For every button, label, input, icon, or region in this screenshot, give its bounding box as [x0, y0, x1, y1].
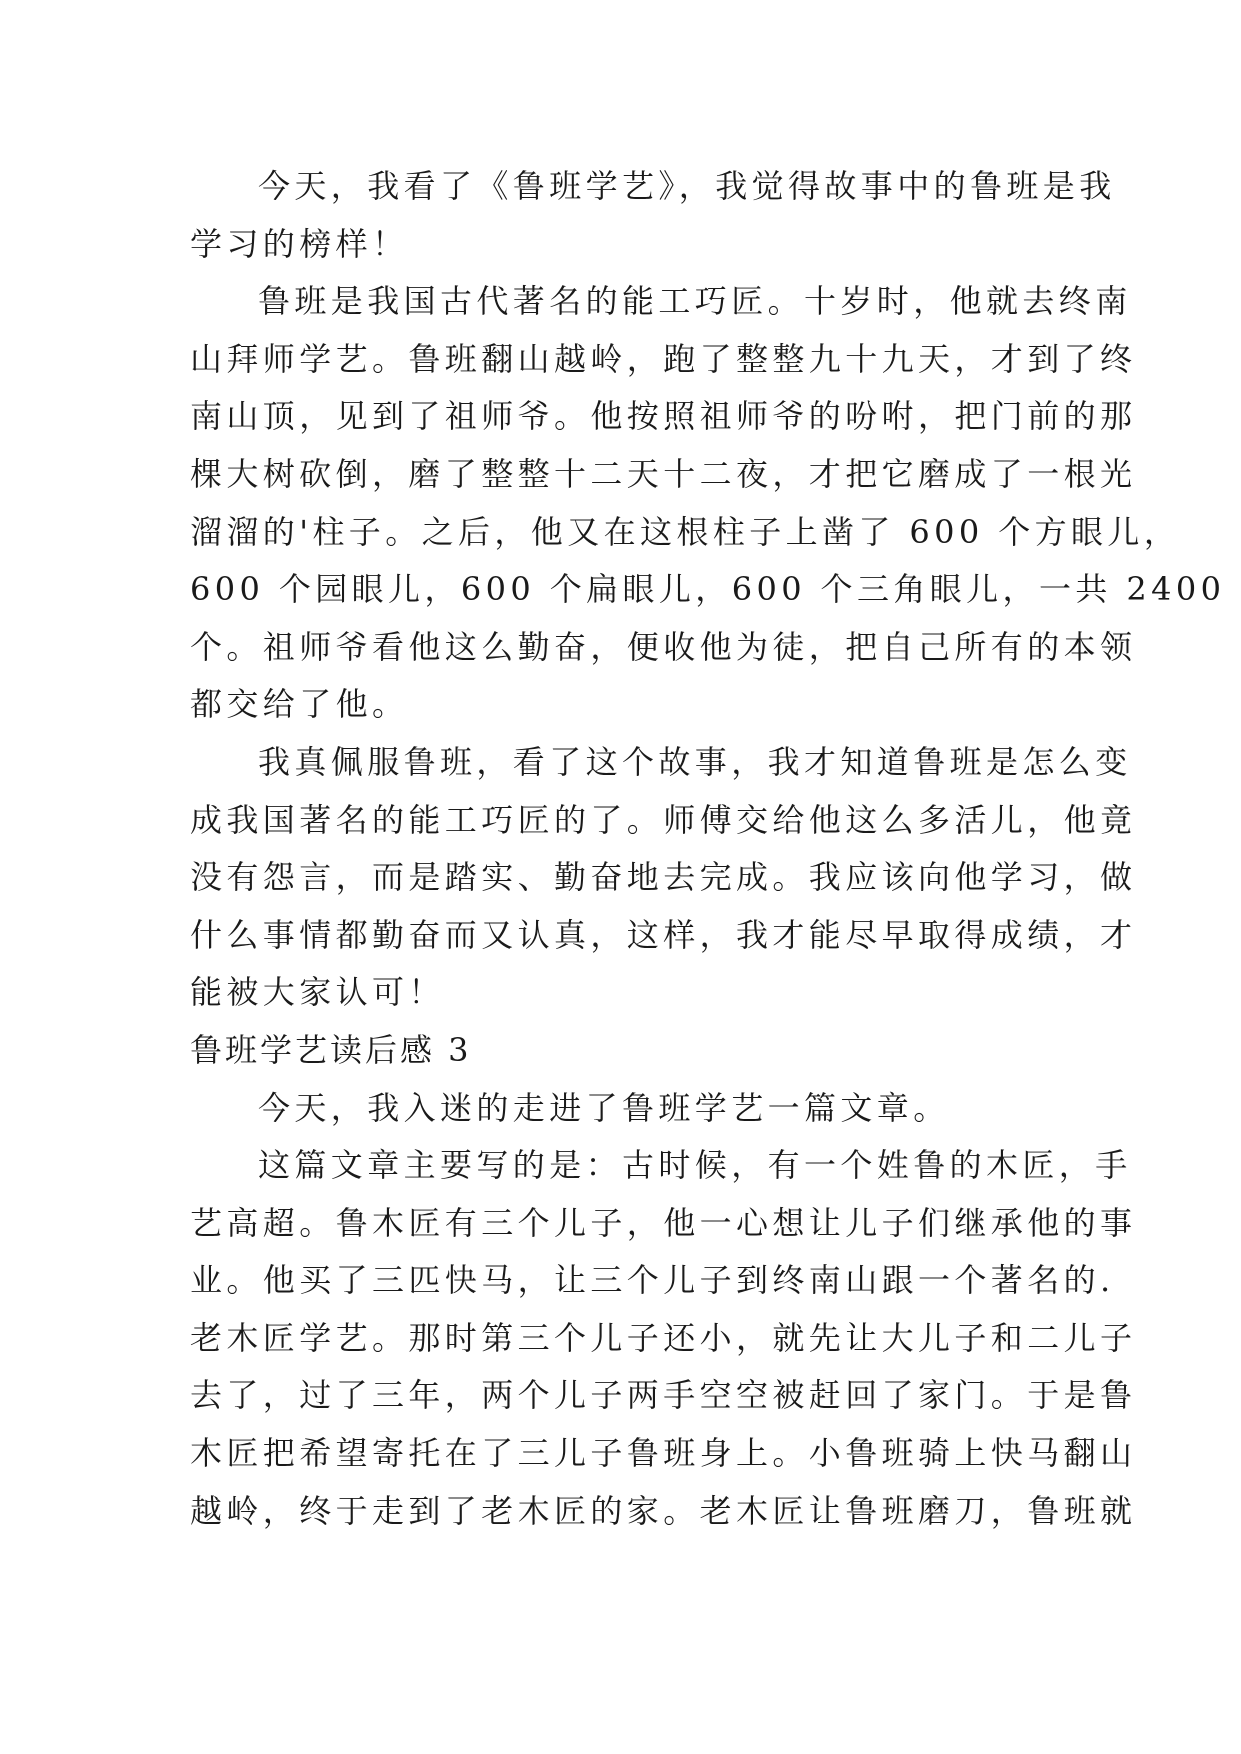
text-line: 今天，我看了《鲁班学艺》，我觉得故事中的鲁班是我	[258, 167, 1116, 205]
text-line: 业。他买了三匹快马，让三个儿子到终南山跟一个著名的.	[190, 1261, 1115, 1300]
text-line: 我真佩服鲁班，看了这个故事，我才知道鲁班是怎么变	[258, 742, 1132, 781]
document-body	[190, 158, 1226, 1540]
text-line: 什么事情都勤奋而又认真，这样，我才能尽早取得成绩，才	[190, 915, 1137, 954]
text-line: 南山顶，见到了祖师爷。他按照祖师爷的吩咐，把门前的那	[190, 397, 1137, 436]
text-line: 个。祖师爷看他这么勤奋，便收他为徒，把自己所有的本领	[190, 627, 1137, 666]
text-line: 木匠把希望寄托在了三儿子鲁班身上。小鲁班骑上快马翻山	[190, 1434, 1137, 1473]
text-line: 溜溜的'柱子。之后，他又在这根柱子上凿了 600 个方眼儿，	[190, 512, 1181, 551]
text-line: 老木匠学艺。那时第三个儿子还小，就先让大儿子和二儿子	[190, 1318, 1137, 1357]
text-line: 今天，我入迷的走进了鲁班学艺一篇文章。	[258, 1088, 950, 1127]
text-line: 棵大树砍倒，磨了整整十二天十二夜，才把它磨成了一根光	[190, 454, 1137, 493]
text-line: 山拜师学艺。鲁班翻山越岭，跑了整整九十九天，才到了终	[190, 339, 1137, 378]
text-line: 越岭，终于走到了老木匠的家。老木匠让鲁班磨刀，鲁班就	[190, 1491, 1137, 1530]
text-line: 都交给了他。	[190, 685, 409, 724]
text-line: 成我国著名的能工巧匠的了。师傅交给他这么多活儿，他竟	[190, 800, 1137, 839]
text-line: 这篇文章主要写的是：古时候，有一个姓鲁的木匠，手	[258, 1146, 1132, 1185]
text-line: 去了，过了三年，两个儿子两手空空被赶回了家门。于是鲁	[190, 1376, 1137, 1415]
text-line: 学习的榜样！	[190, 224, 409, 263]
text-line: 能被大家认可！	[190, 973, 445, 1012]
text-line: 没有怨言，而是踏实、勤奋地去完成。我应该向他学习，做	[190, 858, 1137, 897]
text-line: 600 个园眼儿，600 个扁眼儿，600 个三角眼儿，一共 2400	[190, 570, 1226, 609]
text-line: 鲁班是我国古代著名的能工巧匠。十岁时，他就去终南	[258, 282, 1132, 321]
section-heading: 鲁班学艺读后感 3	[190, 1030, 472, 1069]
text-line: 艺高超。鲁木匠有三个儿子，他一心想让儿子们继承他的事	[190, 1203, 1137, 1242]
